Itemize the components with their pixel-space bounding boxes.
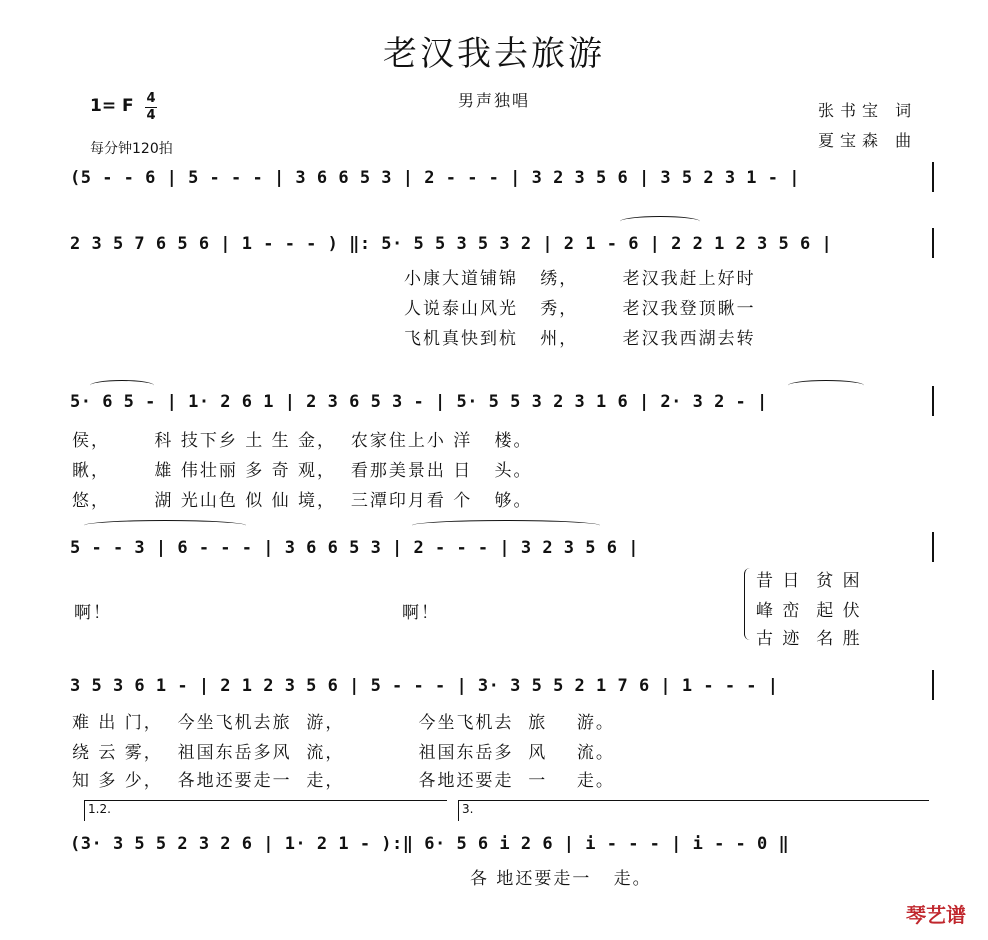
slur: [620, 216, 700, 227]
time-signature: [145, 91, 157, 124]
barline: [932, 386, 934, 416]
slur: [788, 380, 864, 391]
volta-label-3: 3.: [462, 802, 474, 816]
lyricist-credit: 张书宝 词: [818, 101, 918, 120]
volta-bracket-1-2: [84, 800, 447, 821]
lyric-verse2-line2: 人说泰山风光 秀， 老汉我登顶瞅一: [404, 299, 756, 319]
score-line-1: (5 - - 6 | 5 - - - | 3 6 6 5 3 | 2 - - - | 3 2 3 5 6 | 3 5 2 3 1 - |: [70, 168, 800, 188]
score-line-6: (3· 3 5 5 2 3 2 6 | 1· 2 1 - ):‖ 6· 5 6 i 2 6 | i - - - | i - - 0 ‖: [70, 834, 790, 854]
volta-label-1-2: 1.2.: [88, 802, 111, 816]
watermark-logo: 琴艺谱: [906, 903, 966, 927]
lyric-ah-2: 啊！: [402, 603, 440, 623]
slur: [412, 520, 600, 531]
barline: [932, 228, 934, 258]
lyric-final: 各 地还要走一 走。: [470, 869, 652, 889]
verse-bracket: [744, 568, 751, 640]
composer-credit: 夏宝森 曲: [818, 131, 918, 150]
lyric-verse2-line5: 绕 云 雾， 祖国东岳多风 流， 祖国东岳多 风 流。: [72, 743, 615, 763]
barline: [932, 162, 934, 192]
performance-type: 男声独唱: [457, 91, 530, 110]
lyric-verse1-line4: 昔 日 贫 困: [756, 571, 862, 591]
lyric-verse2-line3: 瞅， 雄 伟壮丽 多 奇 观， 看那美景出 日 头。: [72, 461, 533, 481]
lyric-verse1-line3: 侯， 科 技下乡 土 生 金， 农家住上小 洋 楼。: [72, 431, 533, 451]
lyric-verse3-line2: 飞机真快到杭 州， 老汉我西湖去转: [404, 329, 756, 349]
lyric-ah-1: 啊！: [74, 603, 112, 623]
song-title: 老汉我去旅游: [383, 34, 605, 74]
volta-bracket-3: [458, 800, 929, 821]
slur: [90, 380, 154, 391]
lyric-verse3-line4: 古 迹 名 胜: [756, 629, 862, 649]
score-line-3: 5· 6 5 - | 1· 2 6 1 | 2 3 6 5 3 - | 5· 5 5 3 2 3 1 6 | 2· 3 2 - |: [70, 392, 768, 412]
tempo-marking: 每分钟120拍: [90, 141, 173, 157]
lyric-verse1-line2: 小康大道铺锦 绣， 老汉我赶上好时: [404, 269, 756, 289]
score-line-4: 5 - - 3 | 6 - - - | 3 6 6 5 3 | 2 - - - | 3 2 3 5 6 |: [70, 538, 639, 558]
time-signature-bottom: 4: [146, 108, 156, 123]
score-line-5: 3 5 3 6 1 - | 2 1 2 3 5 6 | 5 - - - | 3· 3 5 5 2 1 7 6 | 1 - - - |: [70, 676, 779, 696]
slur: [84, 520, 246, 531]
lyric-verse1-line5: 难 出 门， 今坐飞机去旅 游， 今坐飞机去 旅 游。: [72, 713, 615, 733]
time-signature-top: 4: [146, 91, 156, 106]
barline: [932, 532, 934, 562]
lyric-verse3-line5: 知 多 少， 各地还要走一 走， 各地还要走 一 走。: [72, 771, 615, 791]
lyric-verse3-line3: 悠， 湖 光山色 似 仙 境， 三潭印月看 个 够。: [72, 491, 533, 511]
barline: [932, 670, 934, 700]
lyric-verse2-line4: 峰 峦 起 伏: [756, 601, 862, 621]
key-signature: 1= F: [90, 96, 134, 116]
score-line-2: 2 3 5 7 6 5 6 | 1 - - - ) ‖: 5· 5 5 3 5 3 2 | 2 1 - 6 | 2 2 1 2 3 5 6 |: [70, 234, 833, 254]
